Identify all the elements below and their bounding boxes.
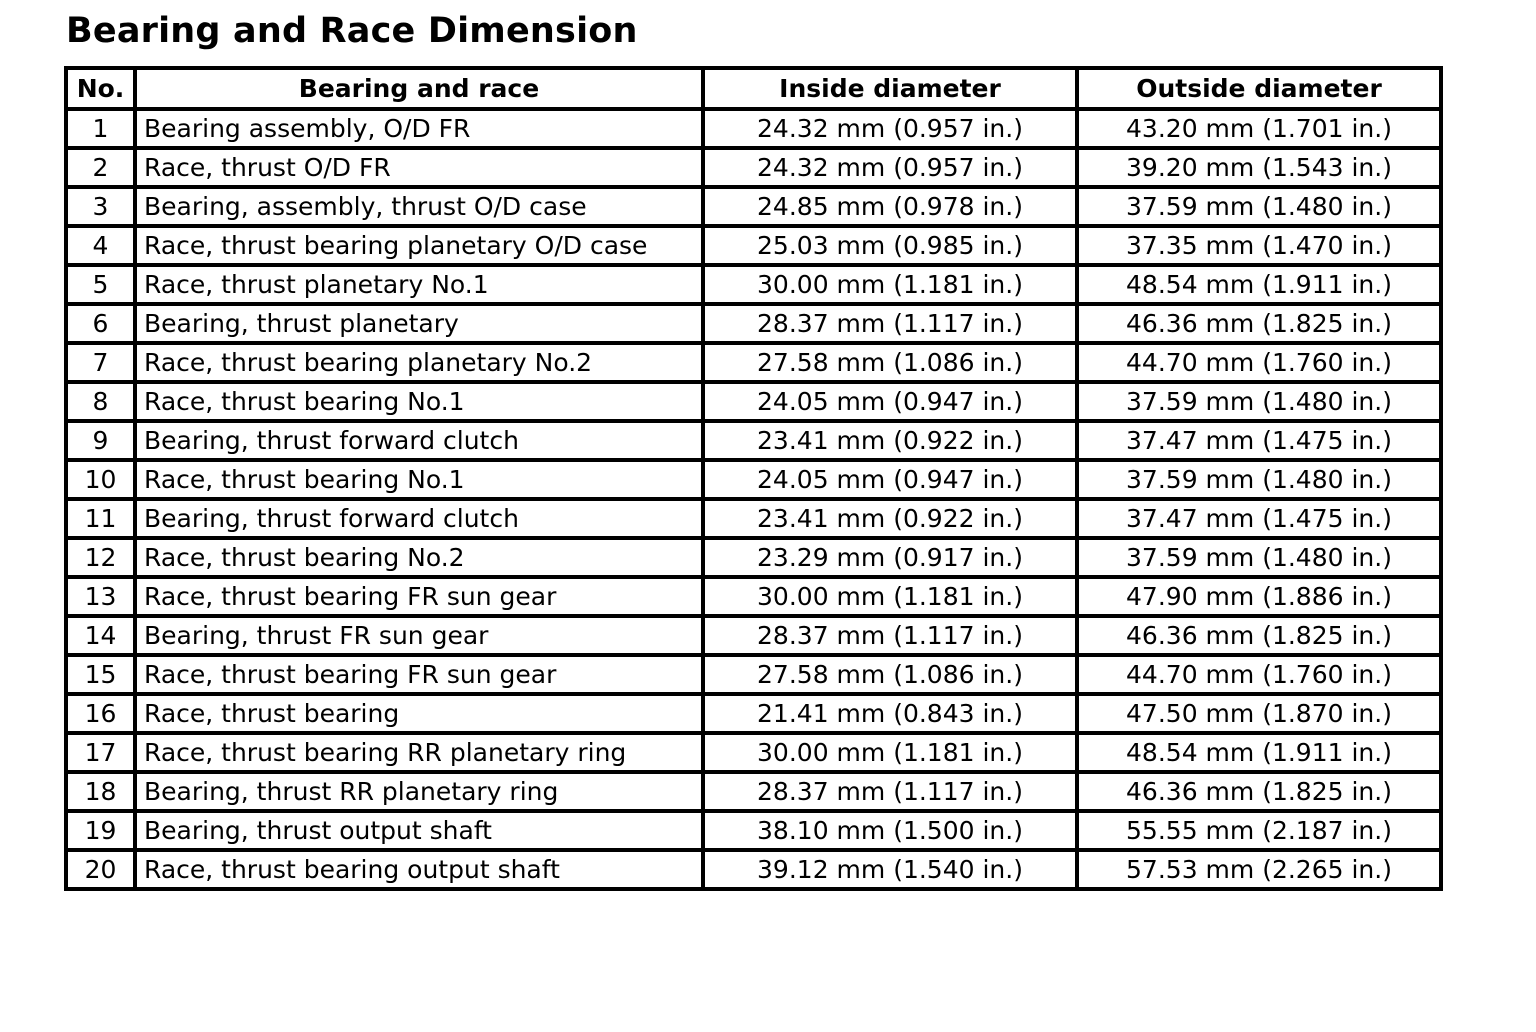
table-row xyxy=(66,304,1441,343)
cell-no: 14 xyxy=(66,616,135,655)
cell-outside-diameter: 37.47 mm (1.475 in.) xyxy=(1077,421,1441,460)
cell-bearing-and-race: Bearing, thrust output shaft xyxy=(135,811,703,850)
header-row xyxy=(66,68,1441,109)
cell-no: 10 xyxy=(66,460,135,499)
column-header-outside-diameter: Outside diameter xyxy=(1077,68,1441,109)
cell-no: 19 xyxy=(66,811,135,850)
cell-inside-diameter: 27.58 mm (1.086 in.) xyxy=(703,655,1077,694)
table-row xyxy=(66,343,1441,382)
cell-bearing-and-race: Race, thrust bearing No.1 xyxy=(135,460,703,499)
table-row xyxy=(66,811,1441,850)
cell-outside-diameter: 37.59 mm (1.480 in.) xyxy=(1077,460,1441,499)
table-row xyxy=(66,616,1441,655)
cell-no: 11 xyxy=(66,499,135,538)
table-row xyxy=(66,850,1441,889)
cell-outside-diameter: 46.36 mm (1.825 in.) xyxy=(1077,616,1441,655)
cell-no: 15 xyxy=(66,655,135,694)
cell-no: 2 xyxy=(66,148,135,187)
table-row xyxy=(66,499,1441,538)
cell-outside-diameter: 37.59 mm (1.480 in.) xyxy=(1077,538,1441,577)
cell-outside-diameter: 44.70 mm (1.760 in.) xyxy=(1077,343,1441,382)
cell-outside-diameter: 47.90 mm (1.886 in.) xyxy=(1077,577,1441,616)
cell-no: 5 xyxy=(66,265,135,304)
cell-no: 4 xyxy=(66,226,135,265)
cell-outside-diameter: 47.50 mm (1.870 in.) xyxy=(1077,694,1441,733)
cell-no: 16 xyxy=(66,694,135,733)
cell-no: 3 xyxy=(66,187,135,226)
cell-inside-diameter: 39.12 mm (1.540 in.) xyxy=(703,850,1077,889)
table-row xyxy=(66,538,1441,577)
cell-bearing-and-race: Race, thrust bearing planetary O/D case xyxy=(135,226,703,265)
table-row xyxy=(66,421,1441,460)
page-title: Bearing and Race Dimension xyxy=(66,11,638,51)
cell-inside-diameter: 23.29 mm (0.917 in.) xyxy=(703,538,1077,577)
cell-bearing-and-race: Bearing, thrust planetary xyxy=(135,304,703,343)
cell-inside-diameter: 23.41 mm (0.922 in.) xyxy=(703,499,1077,538)
cell-bearing-and-race: Race, thrust O/D FR xyxy=(135,148,703,187)
cell-no: 6 xyxy=(66,304,135,343)
cell-outside-diameter: 46.36 mm (1.825 in.) xyxy=(1077,772,1441,811)
cell-outside-diameter: 48.54 mm (1.911 in.) xyxy=(1077,265,1441,304)
cell-outside-diameter: 46.36 mm (1.825 in.) xyxy=(1077,304,1441,343)
cell-outside-diameter: 37.35 mm (1.470 in.) xyxy=(1077,226,1441,265)
cell-bearing-and-race: Race, thrust bearing planetary No.2 xyxy=(135,343,703,382)
table-body xyxy=(66,109,1441,889)
column-header-bearing-and-race: Bearing and race xyxy=(135,68,703,109)
cell-outside-diameter: 37.59 mm (1.480 in.) xyxy=(1077,187,1441,226)
cell-inside-diameter: 30.00 mm (1.181 in.) xyxy=(703,733,1077,772)
cell-bearing-and-race: Race, thrust planetary No.1 xyxy=(135,265,703,304)
cell-bearing-and-race: Bearing, assembly, thrust O/D case xyxy=(135,187,703,226)
cell-bearing-and-race: Race, thrust bearing No.1 xyxy=(135,382,703,421)
cell-inside-diameter: 24.05 mm (0.947 in.) xyxy=(703,460,1077,499)
table-row xyxy=(66,772,1441,811)
cell-inside-diameter: 38.10 mm (1.500 in.) xyxy=(703,811,1077,850)
cell-bearing-and-race: Bearing assembly, O/D FR xyxy=(135,109,703,148)
cell-no: 13 xyxy=(66,577,135,616)
cell-no: 18 xyxy=(66,772,135,811)
table-row xyxy=(66,733,1441,772)
cell-inside-diameter: 24.05 mm (0.947 in.) xyxy=(703,382,1077,421)
cell-bearing-and-race: Race, thrust bearing xyxy=(135,694,703,733)
cell-no: 12 xyxy=(66,538,135,577)
cell-bearing-and-race: Bearing, thrust forward clutch xyxy=(135,421,703,460)
cell-outside-diameter: 43.20 mm (1.701 in.) xyxy=(1077,109,1441,148)
table-row xyxy=(66,694,1441,733)
cell-inside-diameter: 23.41 mm (0.922 in.) xyxy=(703,421,1077,460)
cell-no: 9 xyxy=(66,421,135,460)
cell-bearing-and-race: Race, thrust bearing output shaft xyxy=(135,850,703,889)
cell-inside-diameter: 28.37 mm (1.117 in.) xyxy=(703,772,1077,811)
cell-bearing-and-race: Race, thrust bearing RR planetary ring xyxy=(135,733,703,772)
cell-inside-diameter: 24.32 mm (0.957 in.) xyxy=(703,148,1077,187)
table-row xyxy=(66,460,1441,499)
cell-inside-diameter: 24.32 mm (0.957 in.) xyxy=(703,109,1077,148)
table-row xyxy=(66,265,1441,304)
bearing-race-table xyxy=(64,66,1443,891)
table-row xyxy=(66,226,1441,265)
cell-bearing-and-race: Bearing, thrust FR sun gear xyxy=(135,616,703,655)
table-row xyxy=(66,655,1441,694)
column-header-no: No. xyxy=(66,68,135,109)
cell-bearing-and-race: Race, thrust bearing FR sun gear xyxy=(135,655,703,694)
cell-inside-diameter: 24.85 mm (0.978 in.) xyxy=(703,187,1077,226)
table-row xyxy=(66,148,1441,187)
cell-bearing-and-race: Bearing, thrust forward clutch xyxy=(135,499,703,538)
cell-outside-diameter: 55.55 mm (2.187 in.) xyxy=(1077,811,1441,850)
cell-inside-diameter: 21.41 mm (0.843 in.) xyxy=(703,694,1077,733)
cell-inside-diameter: 25.03 mm (0.985 in.) xyxy=(703,226,1077,265)
column-header-inside-diameter: Inside diameter xyxy=(703,68,1077,109)
cell-no: 7 xyxy=(66,343,135,382)
table-row xyxy=(66,187,1441,226)
cell-bearing-and-race: Race, thrust bearing No.2 xyxy=(135,538,703,577)
cell-outside-diameter: 39.20 mm (1.543 in.) xyxy=(1077,148,1441,187)
cell-inside-diameter: 27.58 mm (1.086 in.) xyxy=(703,343,1077,382)
cell-no: 20 xyxy=(66,850,135,889)
table-row xyxy=(66,577,1441,616)
cell-inside-diameter: 30.00 mm (1.181 in.) xyxy=(703,265,1077,304)
table-row xyxy=(66,382,1441,421)
table-header xyxy=(66,68,1441,109)
cell-outside-diameter: 57.53 mm (2.265 in.) xyxy=(1077,850,1441,889)
cell-outside-diameter: 48.54 mm (1.911 in.) xyxy=(1077,733,1441,772)
cell-outside-diameter: 37.59 mm (1.480 in.) xyxy=(1077,382,1441,421)
table-row xyxy=(66,109,1441,148)
cell-inside-diameter: 28.37 mm (1.117 in.) xyxy=(703,304,1077,343)
cell-inside-diameter: 28.37 mm (1.117 in.) xyxy=(703,616,1077,655)
cell-bearing-and-race: Bearing, thrust RR planetary ring xyxy=(135,772,703,811)
cell-outside-diameter: 37.47 mm (1.475 in.) xyxy=(1077,499,1441,538)
cell-no: 8 xyxy=(66,382,135,421)
cell-inside-diameter: 30.00 mm (1.181 in.) xyxy=(703,577,1077,616)
cell-bearing-and-race: Race, thrust bearing FR sun gear xyxy=(135,577,703,616)
cell-no: 1 xyxy=(66,109,135,148)
cell-no: 17 xyxy=(66,733,135,772)
cell-outside-diameter: 44.70 mm (1.760 in.) xyxy=(1077,655,1441,694)
